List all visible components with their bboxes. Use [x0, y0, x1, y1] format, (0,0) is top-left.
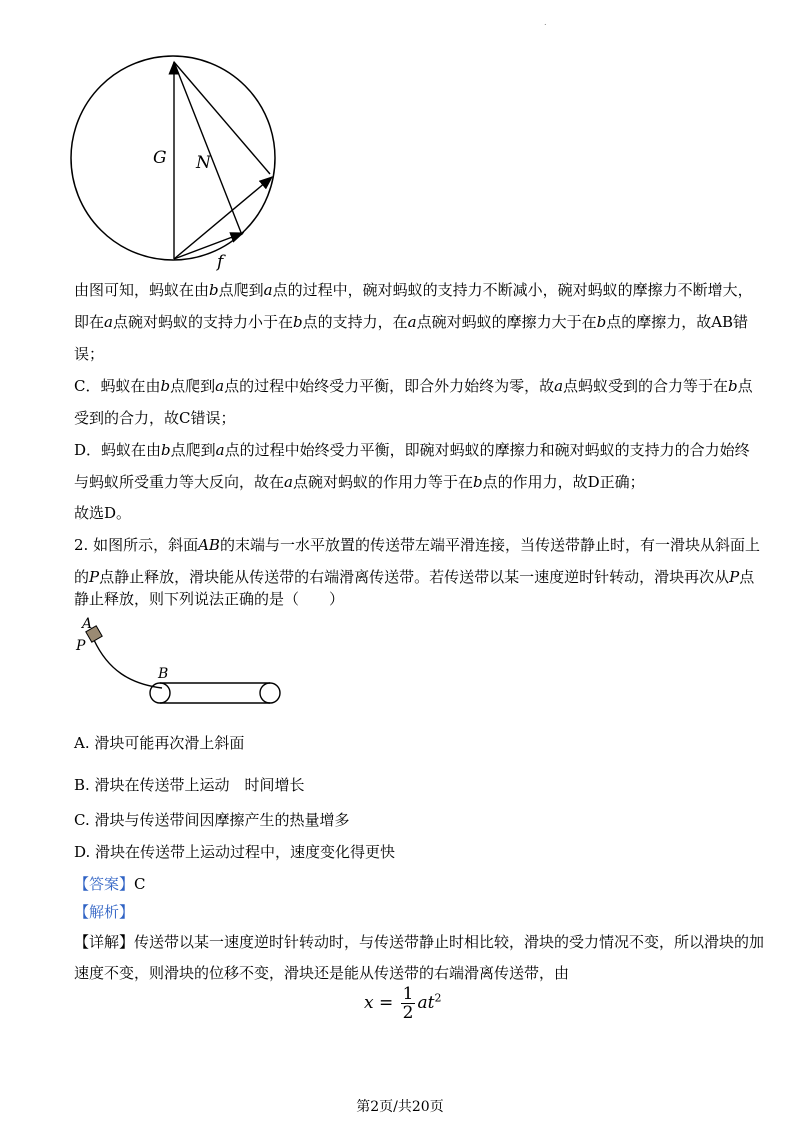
label-N: N: [196, 153, 211, 173]
option-C: C. 滑块与传送带间因摩擦产生的热量增多: [74, 811, 350, 829]
normal-force-line-2: [174, 62, 242, 235]
analysis-tag: 【解析】: [74, 903, 135, 921]
left-roller: [150, 683, 170, 703]
paraC-line2: 受到的合力，故C错误；: [74, 409, 236, 427]
answer-value: C: [134, 875, 146, 893]
label-A: A: [82, 616, 93, 632]
label-G: G: [153, 148, 167, 168]
option-A: A. 滑块可能再次滑上斜面: [74, 734, 245, 752]
para1-line1: 由图可知，蚂蚁在由b点爬到a点的过程中，碗对蚂蚁的支持力不断减小，碗对蚂蚁的摩擦力不断增大，: [74, 281, 753, 299]
label-P: P: [76, 638, 86, 654]
answer-line: [74, 874, 146, 894]
force-diagram-figure: [70, 45, 290, 275]
q2-line3: 静止释放，则下列说法正确的是（ ）: [74, 590, 345, 608]
detail-line1: 【详解】传送带以某一速度逆时针转动时，与传送带静止时相比较，滑块的受力情况不变，所以滑块的加: [74, 933, 765, 951]
right-roller: [260, 683, 280, 703]
label-B: B: [158, 666, 169, 682]
kinematics-formula: x = $\frac{1}{2}$ $at^2$: [364, 984, 442, 1023]
option-D: D. 滑块在传送带上运动过程中，速度变化得更快: [74, 843, 396, 861]
para1-line3: 误；: [74, 345, 105, 363]
analysis-line: [74, 902, 134, 922]
choice1: 故选D。: [74, 504, 132, 522]
bowl-circle: [71, 56, 275, 260]
normal-force-line: [174, 62, 270, 174]
slope-curve: [94, 640, 162, 688]
paraD-line1: D．蚂蚁在由b点爬到a点的过程中始终受力平衡，即碗对蚂蚁的摩擦力和碗对蚂蚁的支持力的合力始终: [74, 441, 750, 459]
paraC-line1: C．蚂蚁在由b点爬到a点的过程中始终受力平衡，即合外力始终为零，故a点蚂蚁受到的合力等于在b点: [74, 377, 753, 395]
answer-tag: 【答案】: [74, 875, 135, 893]
option-B: B. 滑块在传送带上运动 时间增长: [74, 776, 305, 794]
label-f: f: [217, 252, 224, 272]
page-mark: .: [544, 18, 547, 27]
para1-line2: 即在a点碗对蚂蚁的支持力小于在b点的支持力，在a点碗对蚂蚁的摩擦力大于在b点的摩擦力，故AB错: [74, 313, 749, 331]
detail-line2: 速度不变，则滑块的位移不变，滑块还是能从传送带的右端滑离传送带，由: [74, 964, 570, 982]
detail-tag: 【详解】: [74, 933, 135, 951]
q2-line2: 的P点静止释放，滑块能从传送带的右端滑离传送带。若传送带以某一速度逆时针转动，滑块再次从P点: [74, 568, 755, 586]
conveyor-figure: [74, 612, 294, 712]
page-footer: 第2页/共20页: [356, 1099, 444, 1115]
paraD-line2: 与蚂蚁所受重力等大反向，故在a点碗对蚂蚁的作用力等于在b点的作用力，故D正确；: [74, 473, 645, 491]
friction-vector: [174, 233, 243, 259]
q2-line1: 2. 如图所示，斜面AB的末端与一水平放置的传送带左端平滑连接，当传送带静止时，有一滑块从斜面上: [74, 536, 760, 554]
